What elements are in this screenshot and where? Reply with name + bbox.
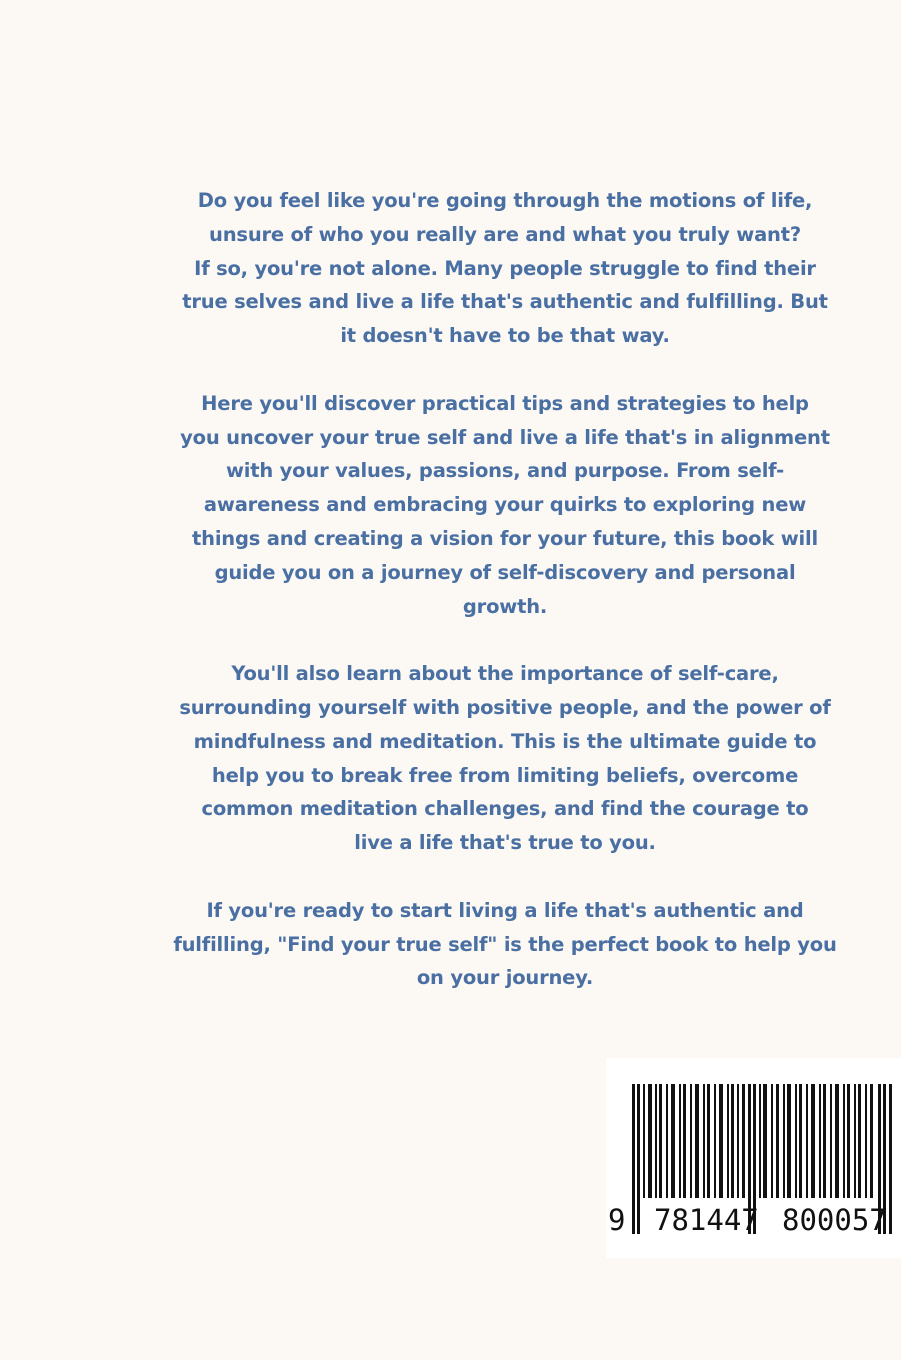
blurb-line: mindfulness and meditation. This is the ultimate guide to — [193, 729, 817, 753]
barcode-bar — [703, 1084, 705, 1198]
blurb-paragraph-4 — [150, 894, 860, 995]
blurb-paragraph-3 — [150, 657, 860, 860]
blurb-line: you uncover your true self and live a life that's in alignment — [180, 425, 830, 449]
barcode-bar — [666, 1084, 668, 1198]
barcode-bar — [759, 1084, 761, 1198]
barcode-bar — [727, 1084, 729, 1198]
barcode-bar — [787, 1084, 791, 1198]
blurb-line: If you're ready to start living a life that's authentic and — [206, 898, 804, 922]
blurb-line: things and creating a vision for your future, this book will — [192, 526, 818, 550]
blurb-line: awareness and embracing your quirks to exploring new — [203, 493, 807, 517]
blurb-line: If so, you're not alone. Many people struggle to find their — [194, 256, 816, 280]
barcode-bar — [695, 1084, 699, 1198]
barcode-bar — [854, 1084, 856, 1198]
barcode-bar — [763, 1084, 767, 1198]
barcode-bar — [776, 1084, 779, 1198]
blurb-line: with your values, passions, and purpose. From self- — [225, 459, 785, 483]
blurb-line: growth. — [462, 594, 548, 618]
barcode-bar — [707, 1084, 710, 1198]
isbn-barcode — [606, 1058, 901, 1258]
blurb-line: Here you'll discover practical tips and strategies to help — [201, 391, 809, 415]
barcode-digit-first: 9 — [608, 1203, 626, 1237]
barcode-bar — [889, 1084, 892, 1234]
blurb-line: it doesn't have to be that way. — [340, 324, 670, 348]
barcode-graphic — [606, 1058, 901, 1258]
barcode-bar — [799, 1084, 802, 1198]
blurb-paragraph-2 — [150, 387, 860, 624]
barcode-bar — [643, 1084, 645, 1198]
blurb-line: You'll also learn about the importance of self-care, — [231, 662, 779, 686]
barcode-bar — [811, 1084, 815, 1198]
barcode-bar — [783, 1084, 785, 1198]
blurb-line: Do you feel like you're going through the motions of life, — [197, 189, 813, 212]
blurb-line: on your journey. — [416, 966, 594, 990]
barcode-bar — [865, 1084, 867, 1198]
barcode-bar — [847, 1084, 850, 1198]
barcode-bar — [835, 1084, 839, 1198]
barcode-digits-left: 781447 — [654, 1203, 759, 1237]
barcode-bar — [742, 1084, 745, 1198]
blurb-line: true selves and live a life that's authentic and fulfilling. But — [182, 290, 828, 314]
barcode-bar — [830, 1084, 832, 1198]
barcode-bar — [719, 1084, 723, 1198]
barcode-bar — [731, 1084, 734, 1198]
barcode-bar — [655, 1084, 657, 1198]
back-cover-blurb — [150, 184, 860, 1029]
blurb-line: fulfilling, "Find your true self" is the perfect book to help you — [173, 932, 837, 956]
blurb-line: help you to break free from limiting beliefs, overcome — [211, 763, 799, 787]
blurb-line: guide you on a journey of self-discovery and personal — [214, 560, 796, 584]
barcode-bar — [771, 1084, 773, 1198]
barcode-bar — [843, 1084, 845, 1198]
barcode-bar — [737, 1084, 739, 1198]
barcode-bar — [632, 1084, 635, 1234]
blurb-line: live a life that's true to you. — [354, 831, 656, 855]
barcode-bar — [870, 1084, 873, 1198]
barcode-digits-right: 800057 — [782, 1203, 887, 1237]
barcode-bar — [679, 1084, 681, 1198]
barcode-bar — [659, 1084, 662, 1198]
barcode-bar — [648, 1084, 652, 1198]
barcode-bar — [823, 1084, 826, 1198]
barcode-bar — [683, 1084, 686, 1198]
barcode-bar — [671, 1084, 675, 1198]
barcode-bar — [806, 1084, 808, 1198]
blurb-line: surrounding yourself with positive people, and the power of — [179, 695, 831, 719]
barcode-bar — [819, 1084, 821, 1198]
barcode-bar — [690, 1084, 692, 1198]
barcode-bar — [637, 1084, 640, 1234]
blurb-line: common meditation challenges, and find the courage to — [201, 797, 809, 821]
barcode-bar — [714, 1084, 716, 1198]
barcode-bar — [795, 1084, 797, 1198]
barcode-bar — [858, 1084, 861, 1198]
blurb-paragraph-1 — [150, 184, 860, 353]
blurb-line: unsure of who you really are and what you truly want? — [209, 222, 801, 246]
